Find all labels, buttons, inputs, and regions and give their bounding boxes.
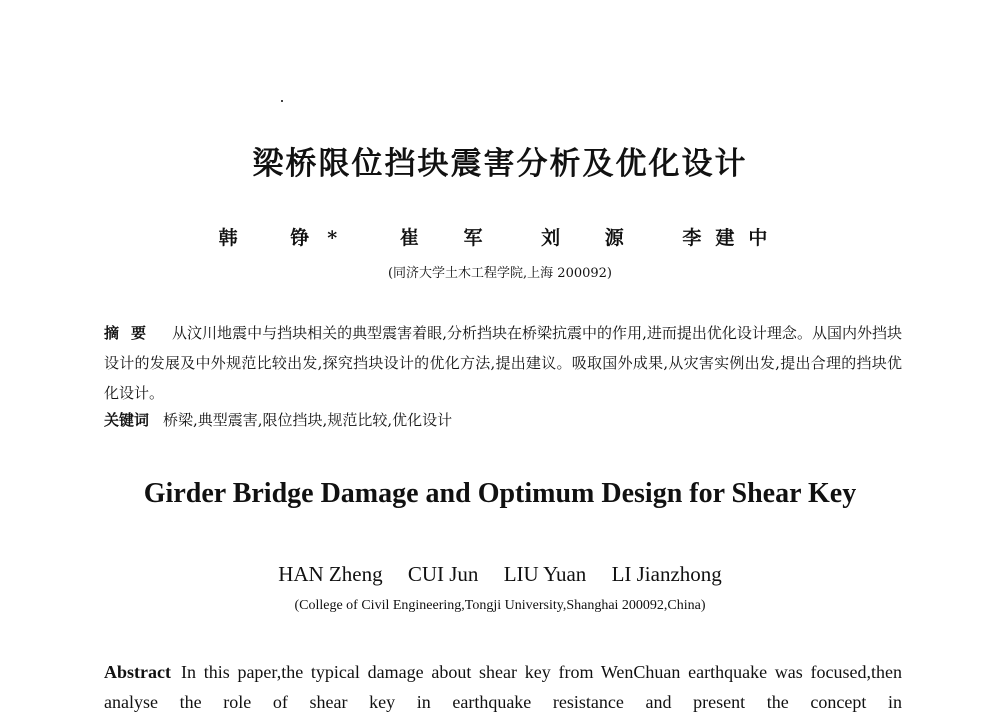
keywords-cn-text: 桥梁,典型震害,限位挡块,规范比较,优化设计 [163, 411, 453, 429]
authors-english [0, 562, 1000, 587]
affiliation-chinese: (同济大学土木工程学院,上海 200092) [387, 266, 613, 281]
author-en-2: CUI Jun [407, 562, 479, 586]
affiliation-english: (College of Civil Engineering,Tongji University,Shanghai 200092,China) [294, 598, 706, 613]
title-chinese: 梁桥限位挡块震害分析及优化设计 [252, 146, 748, 182]
author-en-4: LI Jianzhong [611, 562, 722, 586]
abstract-cn-label: 摘要 [104, 324, 159, 342]
author-cn-1: 韩 铮* [218, 227, 356, 249]
abstract-chinese [104, 318, 902, 408]
abstract-english [104, 657, 902, 717]
author-en-1: HAN Zheng [278, 562, 383, 586]
authors-chinese [0, 223, 1000, 250]
keywords-cn-label: 关键词 [104, 411, 150, 429]
title-english: Girder Bridge Damage and Optimum Design for Shear Key [143, 478, 857, 509]
author-en-3: LIU Yuan [503, 562, 587, 586]
stray-dot [281, 100, 283, 102]
author-cn-3: 刘 源 [541, 227, 638, 249]
keywords-chinese [104, 409, 452, 430]
author-cn-4: 李建中 [682, 227, 782, 249]
abstract-en-text: In this paper,the typical damage about shear key from WenChuan earthquake was focused,then analyse the role of shear key in earthquake resistance and present the concept in [104, 662, 902, 712]
author-cn-2: 崔 军 [399, 227, 497, 249]
abstract-cn-text: 从汶川地震中与挡块相关的典型震害着眼,分析挡块在桥梁抗震中的作用,进而提出优化设计理念。从国内外挡块设计的发展及中外规范比较出发,探究挡块设计的优化方法,提出建议。吸取国外成果,从灾害实例出发,提出合理的挡块优化设计。 [104, 324, 902, 402]
abstract-en-label: Abstract [104, 662, 171, 682]
